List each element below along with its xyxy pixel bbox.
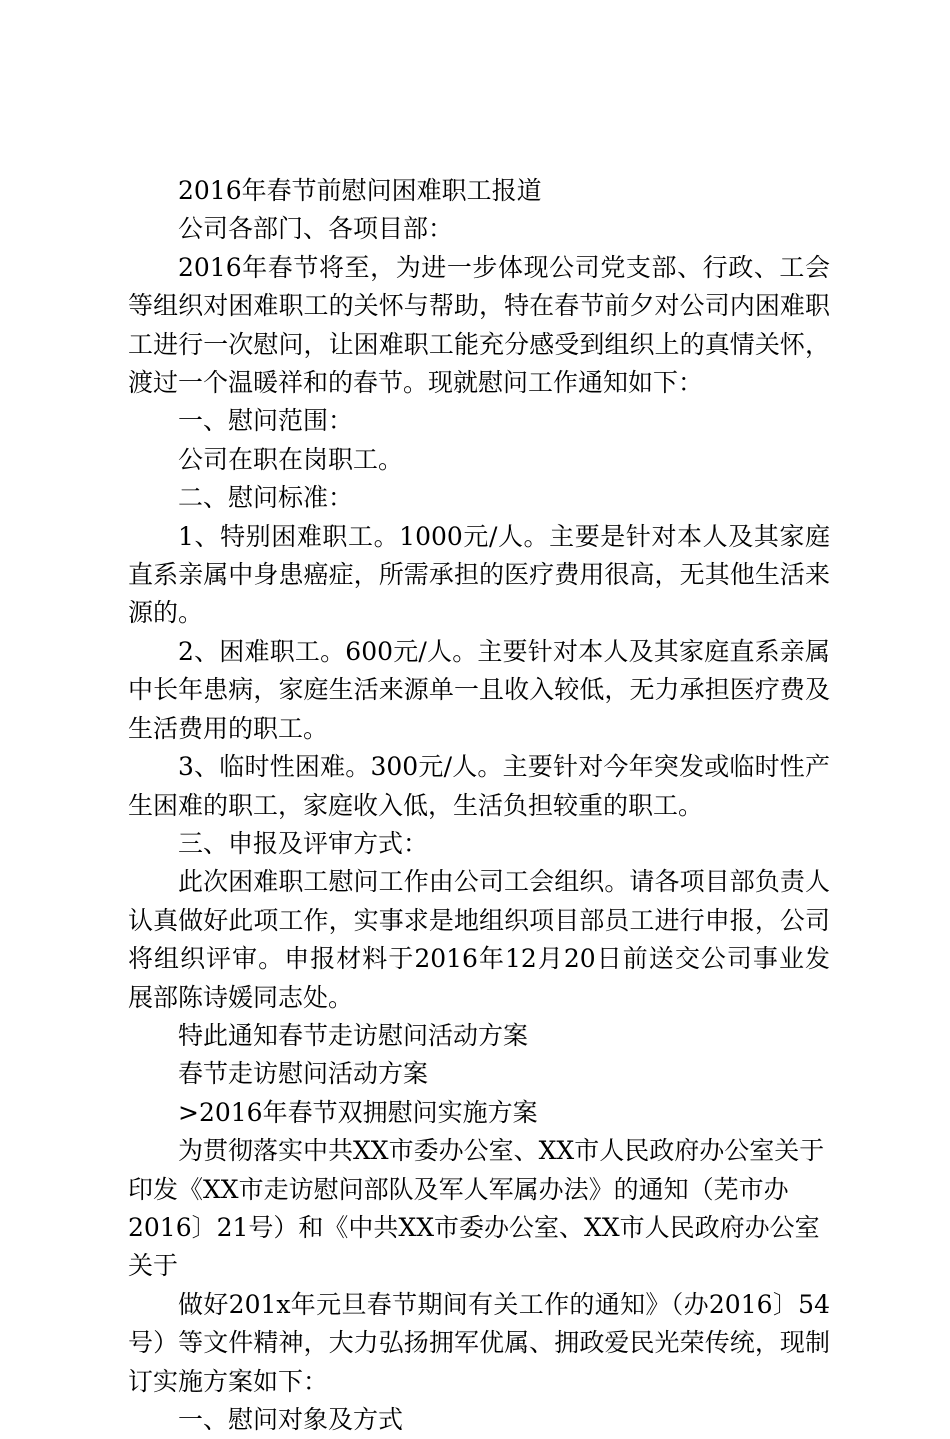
paragraph-plan-subtitle: >2016年春节双拥慰问实施方案 [178, 1097, 538, 1127]
document-title: 2016年春节前慰问困难职工报道 [178, 176, 542, 205]
heading-review: 三、申报及评审方式： [178, 828, 429, 858]
paragraph-standard-2: 2、困难职工。600元/人。主要针对本人及其家庭直系亲属中长年患病，家庭生活来源单一且收入较低，无力承担医疗费及生活费用的职工。 [128, 636, 830, 743]
paragraph-standard-3: 3、临时性困难。300元/人。主要针对今年突发或临时性产生困难的职工，家庭收入低，生活负担较重的职工。 [128, 752, 830, 820]
heading-objects: 一、慰问对象及方式 [178, 1405, 404, 1434]
paragraph-intro: 2016年春节将至，为进一步体现公司党支部、行政、工会等组织对困难职工的关怀与帮助，特在春节前夕对公司内困难职工进行一次慰问，让困难职工能充分感受到组织上的真情关怀，渡过一个温暖祥和的春节。现就慰问工作通知如下： [128, 252, 830, 398]
paragraph-scope: 公司在职在岗职工。 [178, 444, 404, 474]
paragraph-addressee: 公司各部门、各项目部： [178, 214, 454, 244]
paragraph-review: 此次困难职工慰问工作由公司工会组织。请各项目部负责人认真做好此项工作，实事求是地组织项目部员工进行申报，公司将组织评审。申报材料于2016年12月20日前送交公司事业发展部陈诗媛同志处。 [128, 867, 830, 1012]
paragraph-standard-1: 1、特别困难职工。1000元/人。主要是针对本人及其家庭直系亲属中身患癌症，所需承担的医疗费用很高，无其他生活来源的。 [128, 521, 830, 628]
paragraph-implementation-2: 做好201x年元旦春节期间有关工作的通知》（办2016〕54号）等文件精神，大力弘扬拥军优属、拥政爱民光荣传统，现制订实施方案如下： [128, 1289, 830, 1396]
paragraph-notice: 特此通知春节走访慰问活动方案 [178, 1020, 529, 1050]
document-body [128, 172, 830, 1439]
heading-standard: 二、慰问标准： [178, 483, 354, 513]
paragraph-plan-title: 春节走访慰问活动方案 [178, 1059, 429, 1089]
paragraph-implementation-1: 为贯彻落实中共XX市委办公室、XX市人民政府办公室关于印发《XX市走访慰问部队及军人军属办法》的通知（芜市办2016〕21号）和《中共XX市委办公室、XX市人民政府办公室关于 [128, 1136, 825, 1281]
heading-scope: 一、慰问范围： [178, 406, 354, 436]
